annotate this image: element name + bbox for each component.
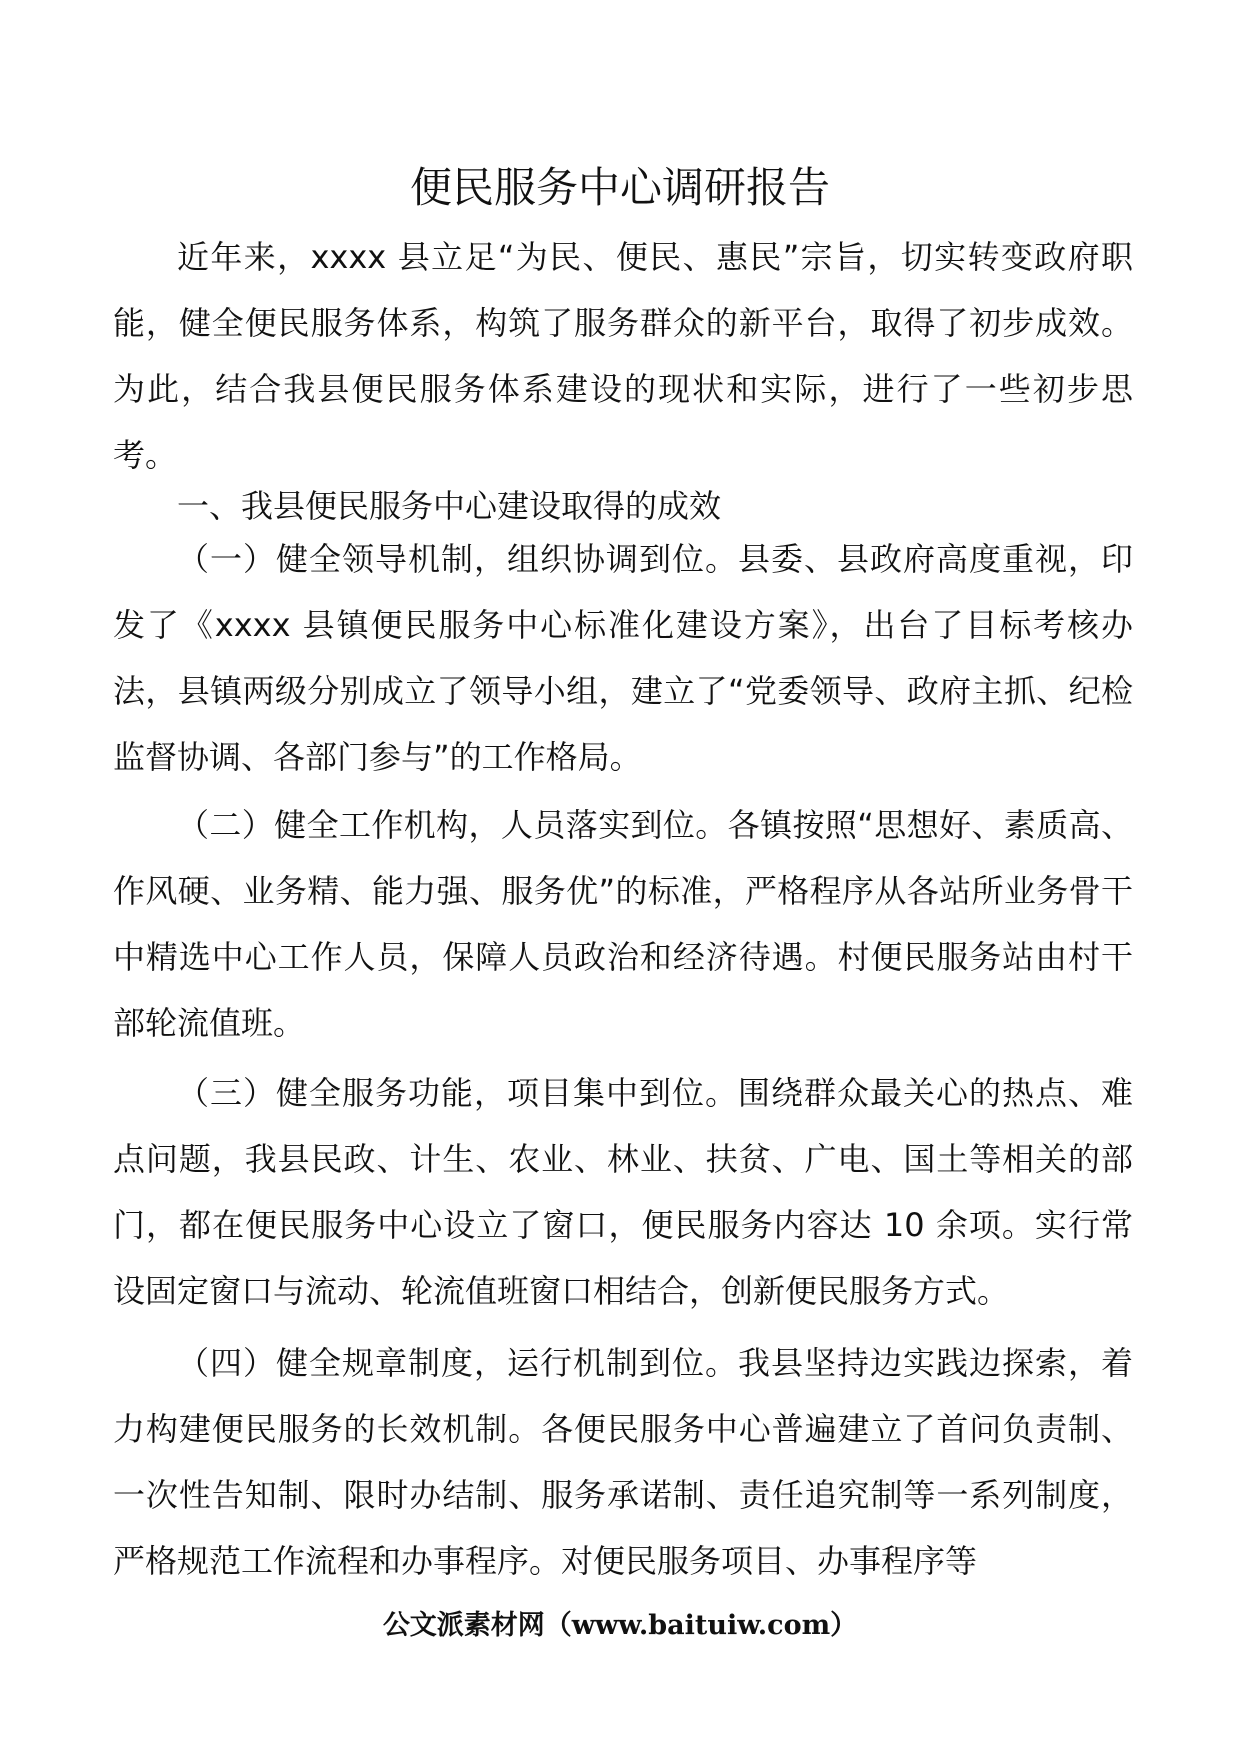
document-title: 便民服务中心调研报告 bbox=[409, 163, 830, 212]
intro-paragraph: 近年来，xxxx 县立足“为民、便民、惠民”宗旨，切实转变政府职能，健全便民服务体系，构筑了服务群众的新平台，取得了初步成效。为此，结合我县便民服务体系建设的现状和实际，进行了一些初步思考。 bbox=[113, 238, 1133, 474]
paragraph-staffing: （二）健全工作机构，人员落实到位。各镇按照“思想好、素质高、作风硬、业务精、能力强、服务优”的标准，严格程序从各站所业务骨干中精选中心工作人员，保障人员政治和经济待遇。村便民服务站由村干部轮流值班。 bbox=[113, 806, 1133, 1042]
paragraph-services: （三）健全服务功能，项目集中到位。围绕群众最关心的热点、难点问题，我县民政、计生、农业、林业、扶贫、广电、国土等相关的部门，都在便民服务中心设立了窗口，便民服务内容达 10 余项。实行常设固定窗口与流动、轮流值班窗口相结合，创新便民服务方式。 bbox=[113, 1074, 1133, 1310]
footer-watermark: 公文派素材网（www.baituiw.com） bbox=[382, 1610, 858, 1641]
paragraph-regulations: （四）健全规章制度，运行机制到位。我县坚持边实践边探索，着力构建便民服务的长效机制。各便民服务中心普遍建立了首问负责制、一次性告知制、限时办结制、服务承诺制、责任追究制等一系列制度，严格规范工作流程和办事程序。对便民服务项目、办事程序等 bbox=[113, 1344, 1133, 1580]
section-heading: 一、我县便民服务中心建设取得的成效 bbox=[177, 487, 722, 525]
paragraph-leadership: （一）健全领导机制，组织协调到位。县委、县政府高度重视，印发了《xxxx 县镇便民服务中心标准化建设方案》，出台了目标考核办法，县镇两级分别成立了领导小组，建立了“党委领导、政府主抓、纪检监督协调、各部门参与”的工作格局。 bbox=[113, 540, 1133, 776]
